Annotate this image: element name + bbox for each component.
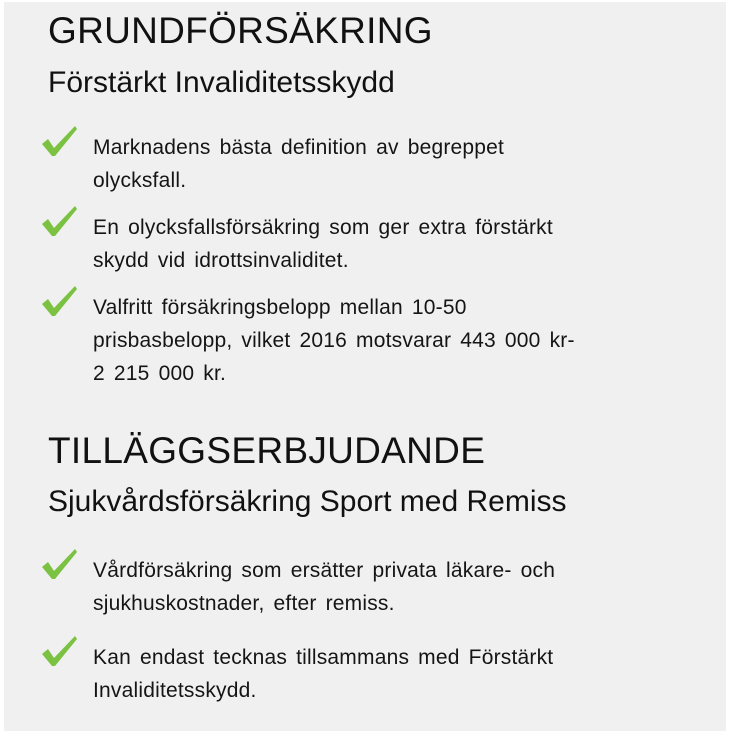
checkmark-icon — [39, 546, 79, 582]
list-item-text: Valfritt försäkringsbelopp mellan 10-50 prisbasbelopp, vilket 2016 motsvarar 443 000 kr- 2 215 000 kr. — [93, 296, 575, 385]
checkmark-icon — [39, 633, 79, 669]
section-title: GRUNDFÖRSÄKRING — [48, 10, 433, 51]
info-panel — [4, 2, 726, 731]
section-subtitle: Sjukvårdsförsäkring Sport med Remiss — [48, 485, 567, 518]
section-title: TILLÄGGSERBJUDANDE — [48, 430, 486, 471]
list-item-text: Kan endast tecknas tillsammans med Förstärkt Invaliditetsskydd. — [93, 646, 554, 702]
list-item-text: Vårdförsäkring som ersätter privata läkare- och sjukhuskostnader, efter remiss. — [93, 559, 556, 615]
section-subtitle: Förstärkt Invaliditetsskydd — [48, 66, 395, 99]
checkmark-icon — [39, 283, 79, 319]
list-item-text: En olycksfallsförsäkring som ger extra förstärkt skydd vid idrottsinvaliditet. — [93, 216, 553, 272]
checkmark-icon — [39, 123, 79, 159]
list-item-text: Marknadens bästa definition av begreppet olycksfall. — [93, 136, 505, 192]
checkmark-icon — [39, 203, 79, 239]
